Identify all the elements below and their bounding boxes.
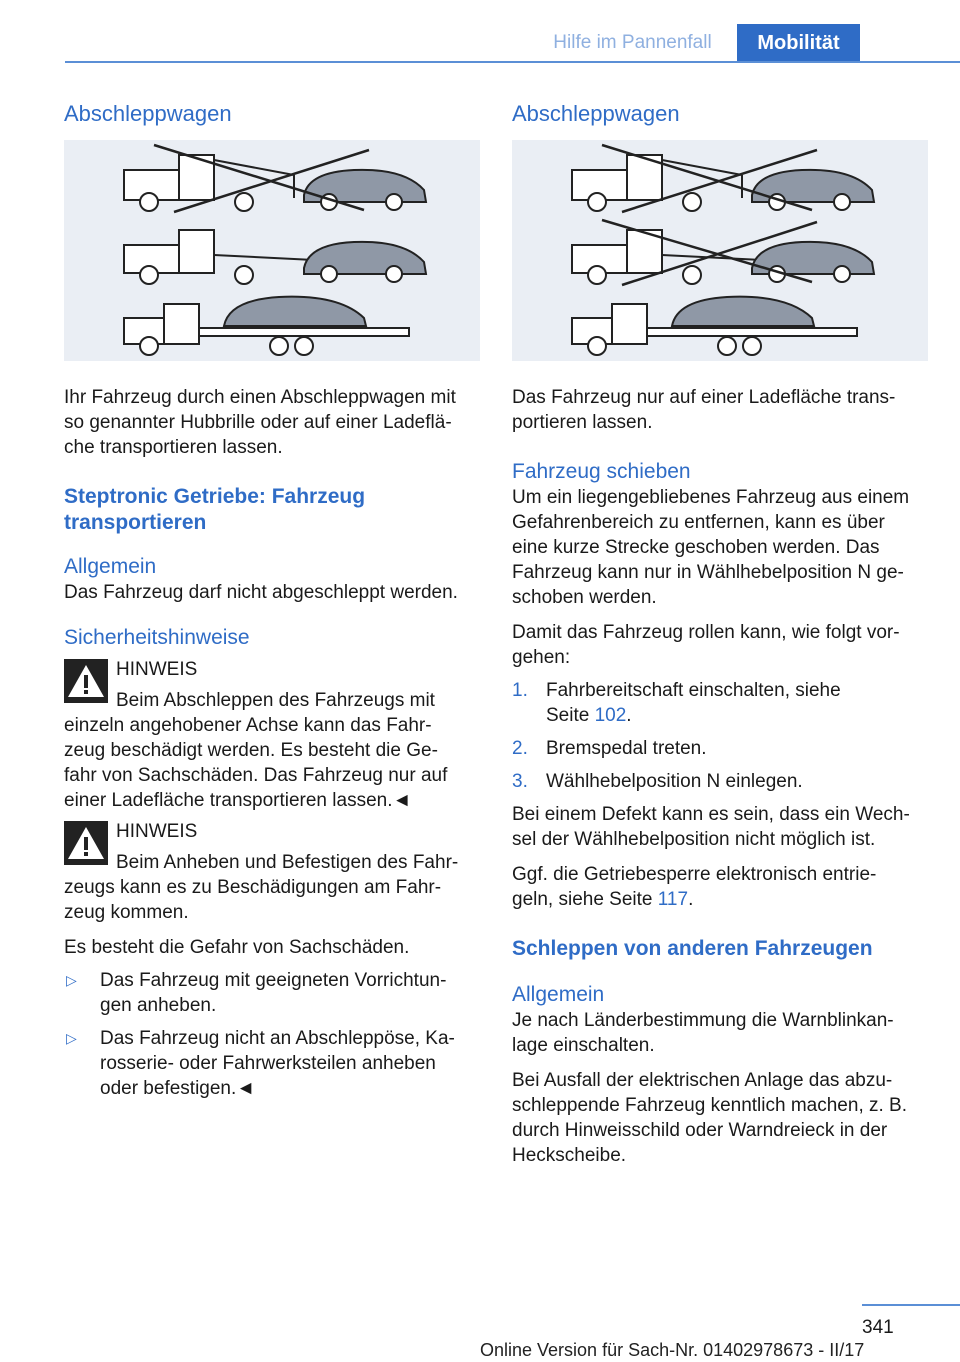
steps-list bbox=[512, 678, 928, 794]
warning-body-2: zeugs kann es zu Beschädigungen am Fahr- zeug kommen. bbox=[64, 877, 442, 923]
right-heading: Abschleppwagen bbox=[512, 101, 680, 126]
list-item: 3. Wählhebelposition N einlegen. bbox=[512, 771, 803, 792]
roll-text: Damit das Fahrzeug rollen kann, wie folgt vor- gehen: bbox=[512, 622, 900, 668]
list-item: 2. Bremspedal treten. bbox=[512, 738, 707, 759]
list-item: ▷ Das Fahrzeug mit geeigneten Vorrichtun- gen anheben. bbox=[66, 970, 447, 1016]
warning-triangle-icon bbox=[64, 821, 108, 865]
list-item: 1. Fahrbereitschaft einschalten, siehe Seite 102. bbox=[512, 680, 841, 726]
tow-others-heading: Schleppen von anderen Fahrzeugen bbox=[512, 937, 873, 960]
right-intro: Das Fahrzeug nur auf einer Ladefläche trans- portieren lassen. bbox=[512, 387, 896, 433]
page-link-117[interactable]: 117 bbox=[657, 889, 689, 910]
ggf-text: Ggf. die Getriebesperre elektronisch entrie- geln, siehe Seite 117. bbox=[512, 864, 877, 910]
page-link-102[interactable]: 102 bbox=[594, 705, 627, 726]
bullet-triangle-icon: ▷ bbox=[66, 972, 77, 988]
tow-truck-flatbed-icon bbox=[124, 297, 409, 355]
left-heading: Abschleppwagen bbox=[64, 101, 232, 126]
left-allgemein-text: Das Fahrzeug darf nicht abgeschleppt werden. bbox=[64, 582, 458, 603]
country-text: Je nach Länderbestimmung die Warnblinkan- lage einschalten. bbox=[512, 1010, 894, 1056]
bullet-triangle-icon: ▷ bbox=[66, 1030, 77, 1046]
step-number: 1. bbox=[512, 680, 528, 701]
steptronic-heading: Steptronic Getriebe: Fahrzeug transportieren bbox=[64, 485, 366, 534]
warning-title-2: HINWEIS bbox=[116, 821, 198, 842]
header-chapter-tab: Mobilität bbox=[737, 24, 860, 62]
push-heading: Fahrzeug schieben bbox=[512, 460, 691, 483]
warning-title-1: HINWEIS bbox=[116, 659, 198, 680]
header-rule bbox=[65, 61, 960, 63]
page-number: 341 bbox=[862, 1317, 894, 1338]
failure-text: Bei Ausfall der elektrischen Anlage das abzu- schleppende Fahrzeug kenntlich machen, z. B. durch Hinweisschild oder Warndreieck in der Heckscheibe. bbox=[512, 1070, 908, 1166]
risk-text: Es besteht die Gefahr von Sachschäden. bbox=[64, 937, 410, 958]
push-text: Um ein liegengebliebenes Fahrzeug aus einem Gefahrenbereich zu entfernen, kann es über eine kurze Strecke geschoben werden. Das Fahrzeug kann nur in Wählhebelposition N ge- schoben werden. bbox=[512, 487, 910, 608]
warning-triangle-icon bbox=[64, 659, 108, 703]
precaution-list bbox=[64, 968, 480, 1101]
step-number: 3. bbox=[512, 771, 528, 792]
footer-rule bbox=[862, 1304, 960, 1306]
right-allgemein-heading: Allgemein bbox=[512, 983, 605, 1006]
defect-text: Bei einem Defekt kann es sein, dass ein Wech- sel der Wählhebelposition nicht möglich ist. bbox=[512, 804, 910, 850]
warning-block-2 bbox=[64, 819, 480, 925]
right-column bbox=[512, 100, 928, 1168]
header-section-tab: Hilfe im Pannenfall bbox=[553, 32, 712, 53]
tow-truck-flatbed-icon bbox=[572, 297, 857, 355]
warning-body-1: einzeln angehobener Achse kann das Fahr- zeug beschädigt werden. Es besteht die Ge- fahr von Sachschäden. Das Fahrzeug nur auf einer Ladefläche transportieren lassen.◄ bbox=[64, 715, 448, 811]
tow-truck-lift-icon bbox=[124, 230, 426, 284]
list-item: ▷ Das Fahrzeug nicht an Abschleppöse, Ka- rosserie- oder Fahrwerksteilen anheben oder befestigen.◄ bbox=[66, 1028, 455, 1099]
step-number: 2. bbox=[512, 738, 528, 759]
warning-line-2-0: Beim Anheben und Befestigen des Fahr- bbox=[116, 852, 459, 873]
warning-line-1-0: Beim Abschleppen des Fahrzeugs mit bbox=[116, 690, 435, 711]
warning-block-1 bbox=[64, 657, 480, 813]
edition-note: Online Version für Sach-Nr. 01402978673 - II/17 bbox=[480, 1340, 865, 1360]
safety-heading: Sicherheitshinweise bbox=[64, 626, 250, 649]
tow-figure-right bbox=[512, 140, 928, 361]
tow-figure-left bbox=[64, 140, 480, 361]
left-allgemein-heading: Allgemein bbox=[64, 555, 157, 578]
left-intro: Ihr Fahrzeug durch einen Abschleppwagen mit so genannter Hubbrille oder auf einer Ladeflä- che transportieren lassen. bbox=[64, 387, 456, 458]
tow-truck-illustration-left bbox=[64, 140, 480, 361]
left-column bbox=[64, 100, 480, 1109]
tow-truck-illustration-right bbox=[512, 140, 928, 361]
